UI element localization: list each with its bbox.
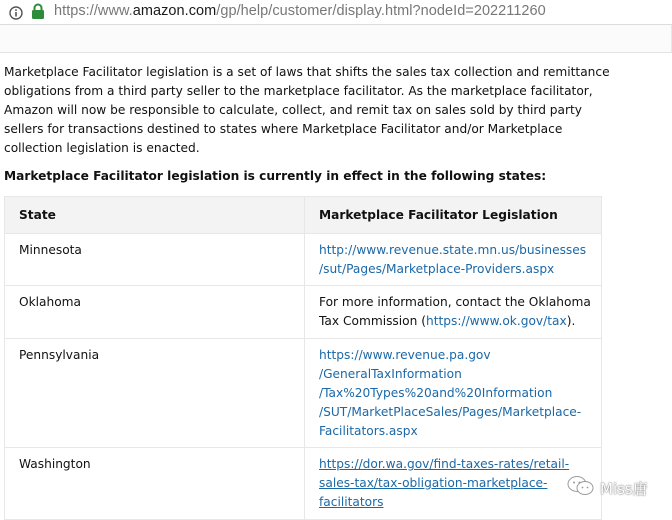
wechat-icon [566,475,596,501]
link-line: facilitators [319,495,384,509]
page-top-strip [0,25,672,53]
url-domain: amazon.com [132,3,217,19]
state-cell [5,286,305,339]
oklahoma-text: For more information, contact the Oklahoma [319,295,591,309]
watermark-text: Miss唐 [600,479,648,498]
table-row [5,286,602,339]
info-icon[interactable] [9,5,23,24]
link-line: Facilitators.aspx [319,424,418,438]
address-bar[interactable] [0,0,672,25]
table-row [5,339,602,448]
pennsylvania-link[interactable] [319,348,581,438]
link-line: http://www.revenue.state.mn.us/businesses [319,243,587,257]
state-pennsylvania: Pennsylvania [19,348,100,362]
state-minnesota: Minnesota [19,243,82,257]
state-oklahoma: Oklahoma [19,295,82,309]
states-table [4,196,602,520]
url-prefix: https://www. [54,3,133,19]
table-header-row [5,197,602,234]
link-line: /Tax%20Types%20and%20Information [319,386,553,400]
header-legislation [305,197,602,234]
link-line: https://dor.wa.gov/find-taxes-rates/retail- [319,457,570,471]
table-row [5,448,602,520]
link-line: /sut/Pages/Marketplace-Providers.aspx [319,262,555,276]
minnesota-link[interactable] [319,243,586,276]
url-text[interactable] [54,3,546,19]
oklahoma-text-end: ). [566,314,576,328]
states-heading: Marketplace Facilitator legislation is currently in effect in the following states: [4,169,547,183]
state-cell [5,339,305,448]
header-state [5,197,305,234]
watermark [566,475,648,501]
legislation-cell [305,234,602,286]
link-line: https://www.revenue.pa.gov [319,348,491,362]
legislation-cell [305,286,602,339]
washington-link[interactable] [319,457,569,509]
link-line: /GeneralTaxInformation [319,367,462,381]
header-legislation-label: Marketplace Facilitator Legislation [319,208,558,222]
oklahoma-text-2: Tax Commission ( [319,314,426,328]
state-cell [5,234,305,286]
intro-paragraph: Marketplace Facilitator legislation is a set of laws that shifts the sales tax collection and remittance obligations from a third party seller to the marketplace facilitator. As the marketplace facilitator, Amazon will now be responsible to calculate, collect, and remit tax on sales sold by third party sellers for transactions destined to states where Marketplace Facilitator and/or Marketplace collection legislation is enacted. [4,65,610,155]
header-state-label: State [19,208,56,222]
legislation-cell [305,339,602,448]
oklahoma-link[interactable]: https://www.ok.gov/tax [425,314,567,328]
legislation-cell [305,448,602,520]
table-row [5,234,602,286]
lock-icon[interactable] [31,3,45,24]
url-path: /gp/help/customer/display.html?nodeId=202211260 [216,3,546,19]
state-cell [5,448,305,520]
state-washington: Washington [19,457,91,471]
link-line: sales-tax/tax-obligation-marketplace- [319,476,548,490]
link-line: /SUT/MarketPlaceSales/Pages/Marketplace- [319,405,582,419]
